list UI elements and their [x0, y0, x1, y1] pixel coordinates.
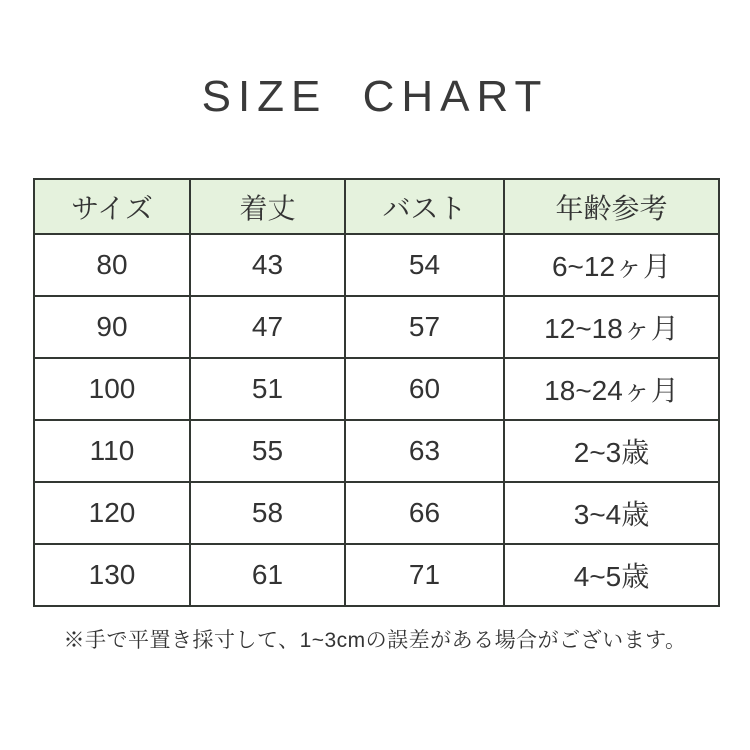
cell-size: 130 — [34, 544, 190, 606]
header-row — [34, 179, 719, 234]
cell-size: 100 — [34, 358, 190, 420]
cell-bust: 60 — [345, 358, 504, 420]
cell-bust: 63 — [345, 420, 504, 482]
cell-size: 110 — [34, 420, 190, 482]
cell-bust: 54 — [345, 234, 504, 296]
table-row — [34, 358, 719, 420]
table-row — [34, 482, 719, 544]
cell-bust: 66 — [345, 482, 504, 544]
cell-bust: 71 — [345, 544, 504, 606]
column-header-bust: バスト — [345, 179, 504, 234]
column-header-age: 年齢参考 — [504, 179, 719, 234]
cell-age: 6~12ヶ月 — [504, 234, 719, 296]
page-title: SIZE CHART — [201, 72, 549, 121]
table-row — [34, 544, 719, 606]
cell-length: 51 — [190, 358, 345, 420]
cell-size: 80 — [34, 234, 190, 296]
cell-age: 18~24ヶ月 — [504, 358, 719, 420]
cell-length: 43 — [190, 234, 345, 296]
cell-age: 2~3歳 — [504, 420, 719, 482]
column-header-length: 着丈 — [190, 179, 345, 234]
table-row — [34, 420, 719, 482]
table-row — [34, 234, 719, 296]
cell-age: 4~5歳 — [504, 544, 719, 606]
cell-size: 90 — [34, 296, 190, 358]
cell-length: 58 — [190, 482, 345, 544]
cell-size: 120 — [34, 482, 190, 544]
cell-length: 47 — [190, 296, 345, 358]
size-table — [33, 178, 720, 607]
table-row — [34, 296, 719, 358]
cell-age: 12~18ヶ月 — [504, 296, 719, 358]
cell-length: 55 — [190, 420, 345, 482]
cell-age: 3~4歳 — [504, 482, 719, 544]
column-header-size: サイズ — [34, 179, 190, 234]
cell-length: 61 — [190, 544, 345, 606]
cell-bust: 57 — [345, 296, 504, 358]
measurement-note: ※手で平置き採寸して、1~3cmの誤差がある場合がございます。 — [63, 629, 687, 652]
